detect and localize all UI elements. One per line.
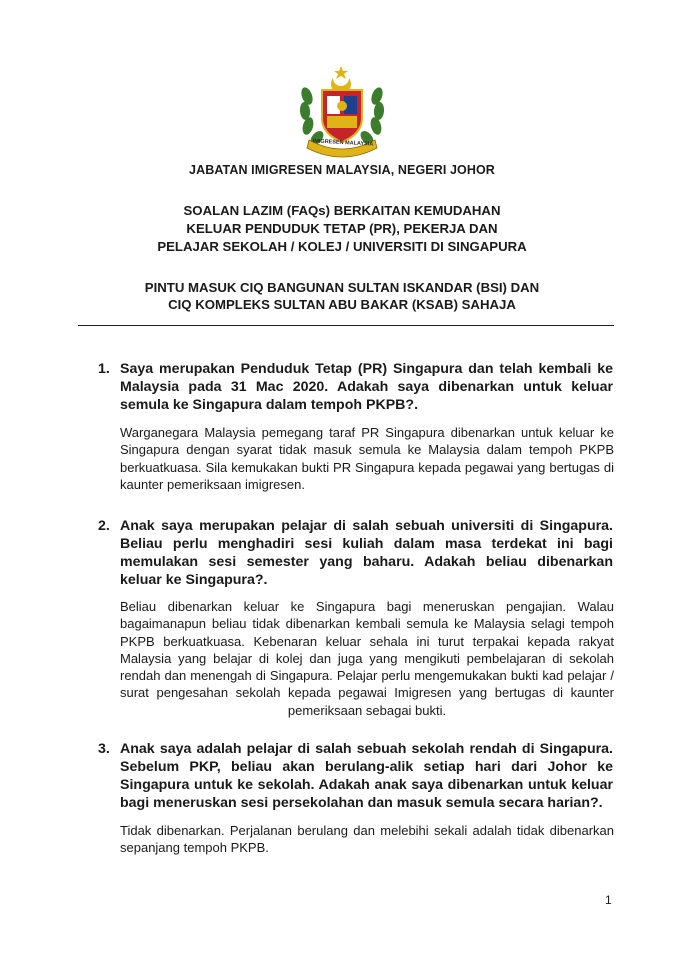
faq-answer: Tidak dibenarkan. Perjalanan berulang dan melebihi sekali adalah tidak dibenarkan sepanjang tempoh PKPB.	[120, 823, 614, 856]
crest-ribbon-text: IMIGRESEN MALAYSIA	[312, 138, 374, 148]
faq-answer: Beliau dibenarkan keluar ke Singapura bagi meneruskan pengajian. Walau bagaimanapun beliau tidak dibenarkan kembali semula ke Malaysia selagi tempoh PKPB berkuatkuasa. Kebenaran keluar sehala ini turut terpakai kepada rakyat Malaysia yang belajar di kolej dan juga yang mengikuti pembelajaran di sekolah rendah dan menengah di Singapura. Pelajar perlu mengemukakan bukti kad pelajar / surat pengesahan sekolah kepada pegawai Imigresen yang bertugas di kaunter pemeriksaan sebagai bukti.	[120, 599, 614, 718]
page-number: 1	[605, 893, 612, 907]
faq-number: 1.	[98, 361, 110, 377]
title-line: PELAJAR SEKOLAH / KOLEJ / UNIVERSITI DI SINGAPURA	[157, 239, 527, 254]
faq-answer: Warganegara Malaysia pemegang taraf PR Singapura dibenarkan untuk keluar ke Singapura dengan syarat tidak masuk semula ke Malaysia dalam tempoh PKPB berkuatkuasa. Sila kemukakan bukti PR Singapura kepada pegawai yang bertugas di kaunter pemeriksaan imigresen.	[120, 425, 614, 492]
subtitle-line: PINTU MASUK CIQ BANGUNAN SULTAN ISKANDAR (BSI) DAN	[144, 280, 540, 295]
document-subtitle	[0, 279, 684, 313]
header-divider	[78, 325, 614, 326]
faq-question: Anak saya merupakan pelajar di salah sebuah universiti di Singapura. Beliau perlu menghadiri sesi kuliah dalam masa terdekat ini bagi memulakan sesi semester yang baharu. Adakah beliau dibenarkan keluar ke Singapura?.	[120, 518, 613, 588]
subtitle-line: CIQ KOMPLEKS SULTAN ABU BAKAR (KSAB) SAHAJA	[168, 297, 516, 312]
faq-question: Saya merupakan Penduduk Tetap (PR) Singapura dan telah kembali ke Malaysia pada 31 Mac 2020. Adakah saya dibenarkan untuk keluar semula ke Singapura dalam tempoh PKPB?.	[120, 361, 613, 413]
faq-question: Anak saya adalah pelajar di salah sebuah sekolah rendah di Singapura. Sebelum PKP, beliau akan berulang-alik setiap hari dari Johor ke Singapura untuk ke sekolah. Adakah anak saya dibenarkan untuk keluar bagi meneruskan sesi persekolahan dan masuk semula secara harian?.	[120, 741, 613, 811]
title-line: KELUAR PENDUDUK TETAP (PR), PEKERJA DAN	[186, 221, 498, 236]
document-title	[0, 202, 684, 256]
department-name: JABATAN IMIGRESEN MALAYSIA, NEGERI JOHOR	[189, 163, 495, 177]
faq-number: 2.	[98, 518, 110, 534]
title-line: SOALAN LAZIM (FAQs) BERKAITAN KEMUDAHAN	[183, 203, 501, 218]
faq-number: 3.	[98, 741, 110, 757]
